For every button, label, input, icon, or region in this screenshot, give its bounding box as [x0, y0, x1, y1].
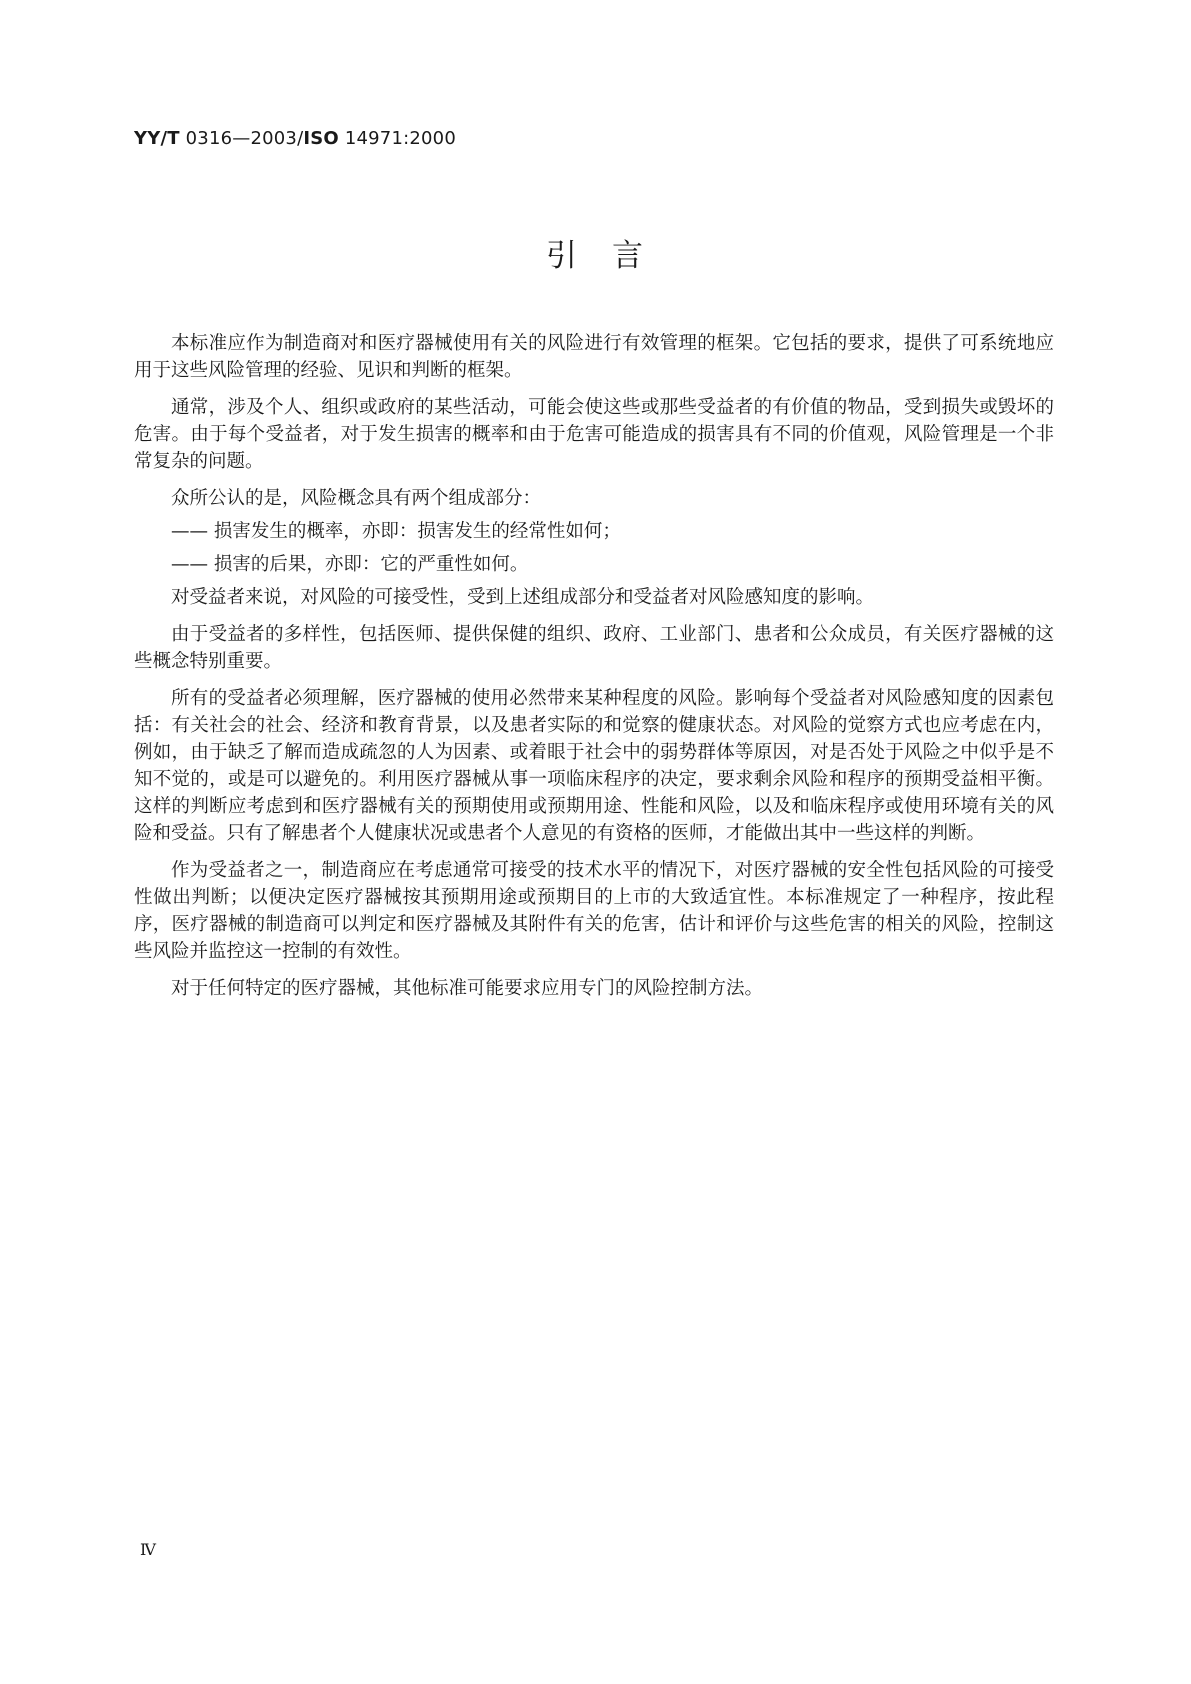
- paragraph: 由于受益者的多样性，包括医师、提供保健的组织、政府、工业部门、患者和公众成员，有关医疗器械的这些概念特别重要。: [134, 624, 1054, 672]
- header-standard-prefix: YY/T: [134, 128, 180, 149]
- header-standard-number: 0316—2003/: [185, 128, 304, 149]
- list-item-dash: —— 损害的后果，亦即：它的严重性如何。: [171, 554, 529, 575]
- paragraph: 对于任何特定的医疗器械，其他标准可能要求应用专门的风险控制方法。: [171, 978, 764, 999]
- header-iso-number: 14971:2000: [344, 128, 456, 149]
- paragraph: 作为受益者之一，制造商应在考虑通常可接受的技术水平的情况下，对医疗器械的安全性包括风险的可接受性做出判断；以便决定医疗器械按其预期用途或预期目的上市的大致适宜性。本标准规定了一种程序，按此程序，医疗器械的制造商可以判定和医疗器械及其附件有关的危害，估计和评价与这些危害的相关的风险，控制这些风险并监控这一控制的有效性。: [134, 860, 1054, 962]
- page-title: 引 言: [546, 238, 645, 274]
- header-iso-prefix: ISO: [303, 128, 339, 149]
- paragraph: 所有的受益者必须理解，医疗器械的使用必然带来某种程度的风险。影响每个受益者对风险感知度的因素包括：有关社会的社会、经济和教育背景，以及患者实际的和觉察的健康状态。对风险的觉察方式也应考虑在内，例如，由于缺乏了解而造成疏忽的人为因素、或着眼于社会中的弱势群体等原因，对是否处于风险之中似乎是不知不觉的，或是可以避免的。利用医疗器械从事一项临床程序的决定，要求剩余风险和程序的预期受益相平衡。这样的判断应考虑到和医疗器械有关的预期使用或预期用途、性能和风险，以及和临床程序或使用环境有关的风险和受益。只有了解患者个人健康状况或患者个人意见的有资格的医师，才能做出其中一些这样的判断。: [134, 688, 1054, 844]
- page-number: Ⅳ: [140, 1540, 156, 1559]
- paragraph: 通常，涉及个人、组织或政府的某些活动，可能会使这些或那些受益者的有价值的物品，受到损失或毁坏的危害。由于每个受益者，对于发生损害的概率和由于危害可能造成的损害具有不同的价值观，风险管理是一个非常复杂的问题。: [134, 397, 1054, 472]
- body-text: [134, 330, 1054, 1012]
- paragraph: 众所公认的是，风险概念具有两个组成部分：: [171, 488, 542, 509]
- document-header: [134, 128, 456, 149]
- paragraph: 对受益者来说，对风险的可接受性，受到上述组成部分和受益者对风险感知度的影响。: [171, 587, 875, 608]
- paragraph: 本标准应作为制造商对和医疗器械使用有关的风险进行有效管理的框架。它包括的要求，提供了可系统地应用于这些风险管理的经验、见识和判断的框架。: [134, 333, 1054, 381]
- list-item-dash: —— 损害发生的概率，亦即：损害发生的经常性如何；: [171, 521, 621, 542]
